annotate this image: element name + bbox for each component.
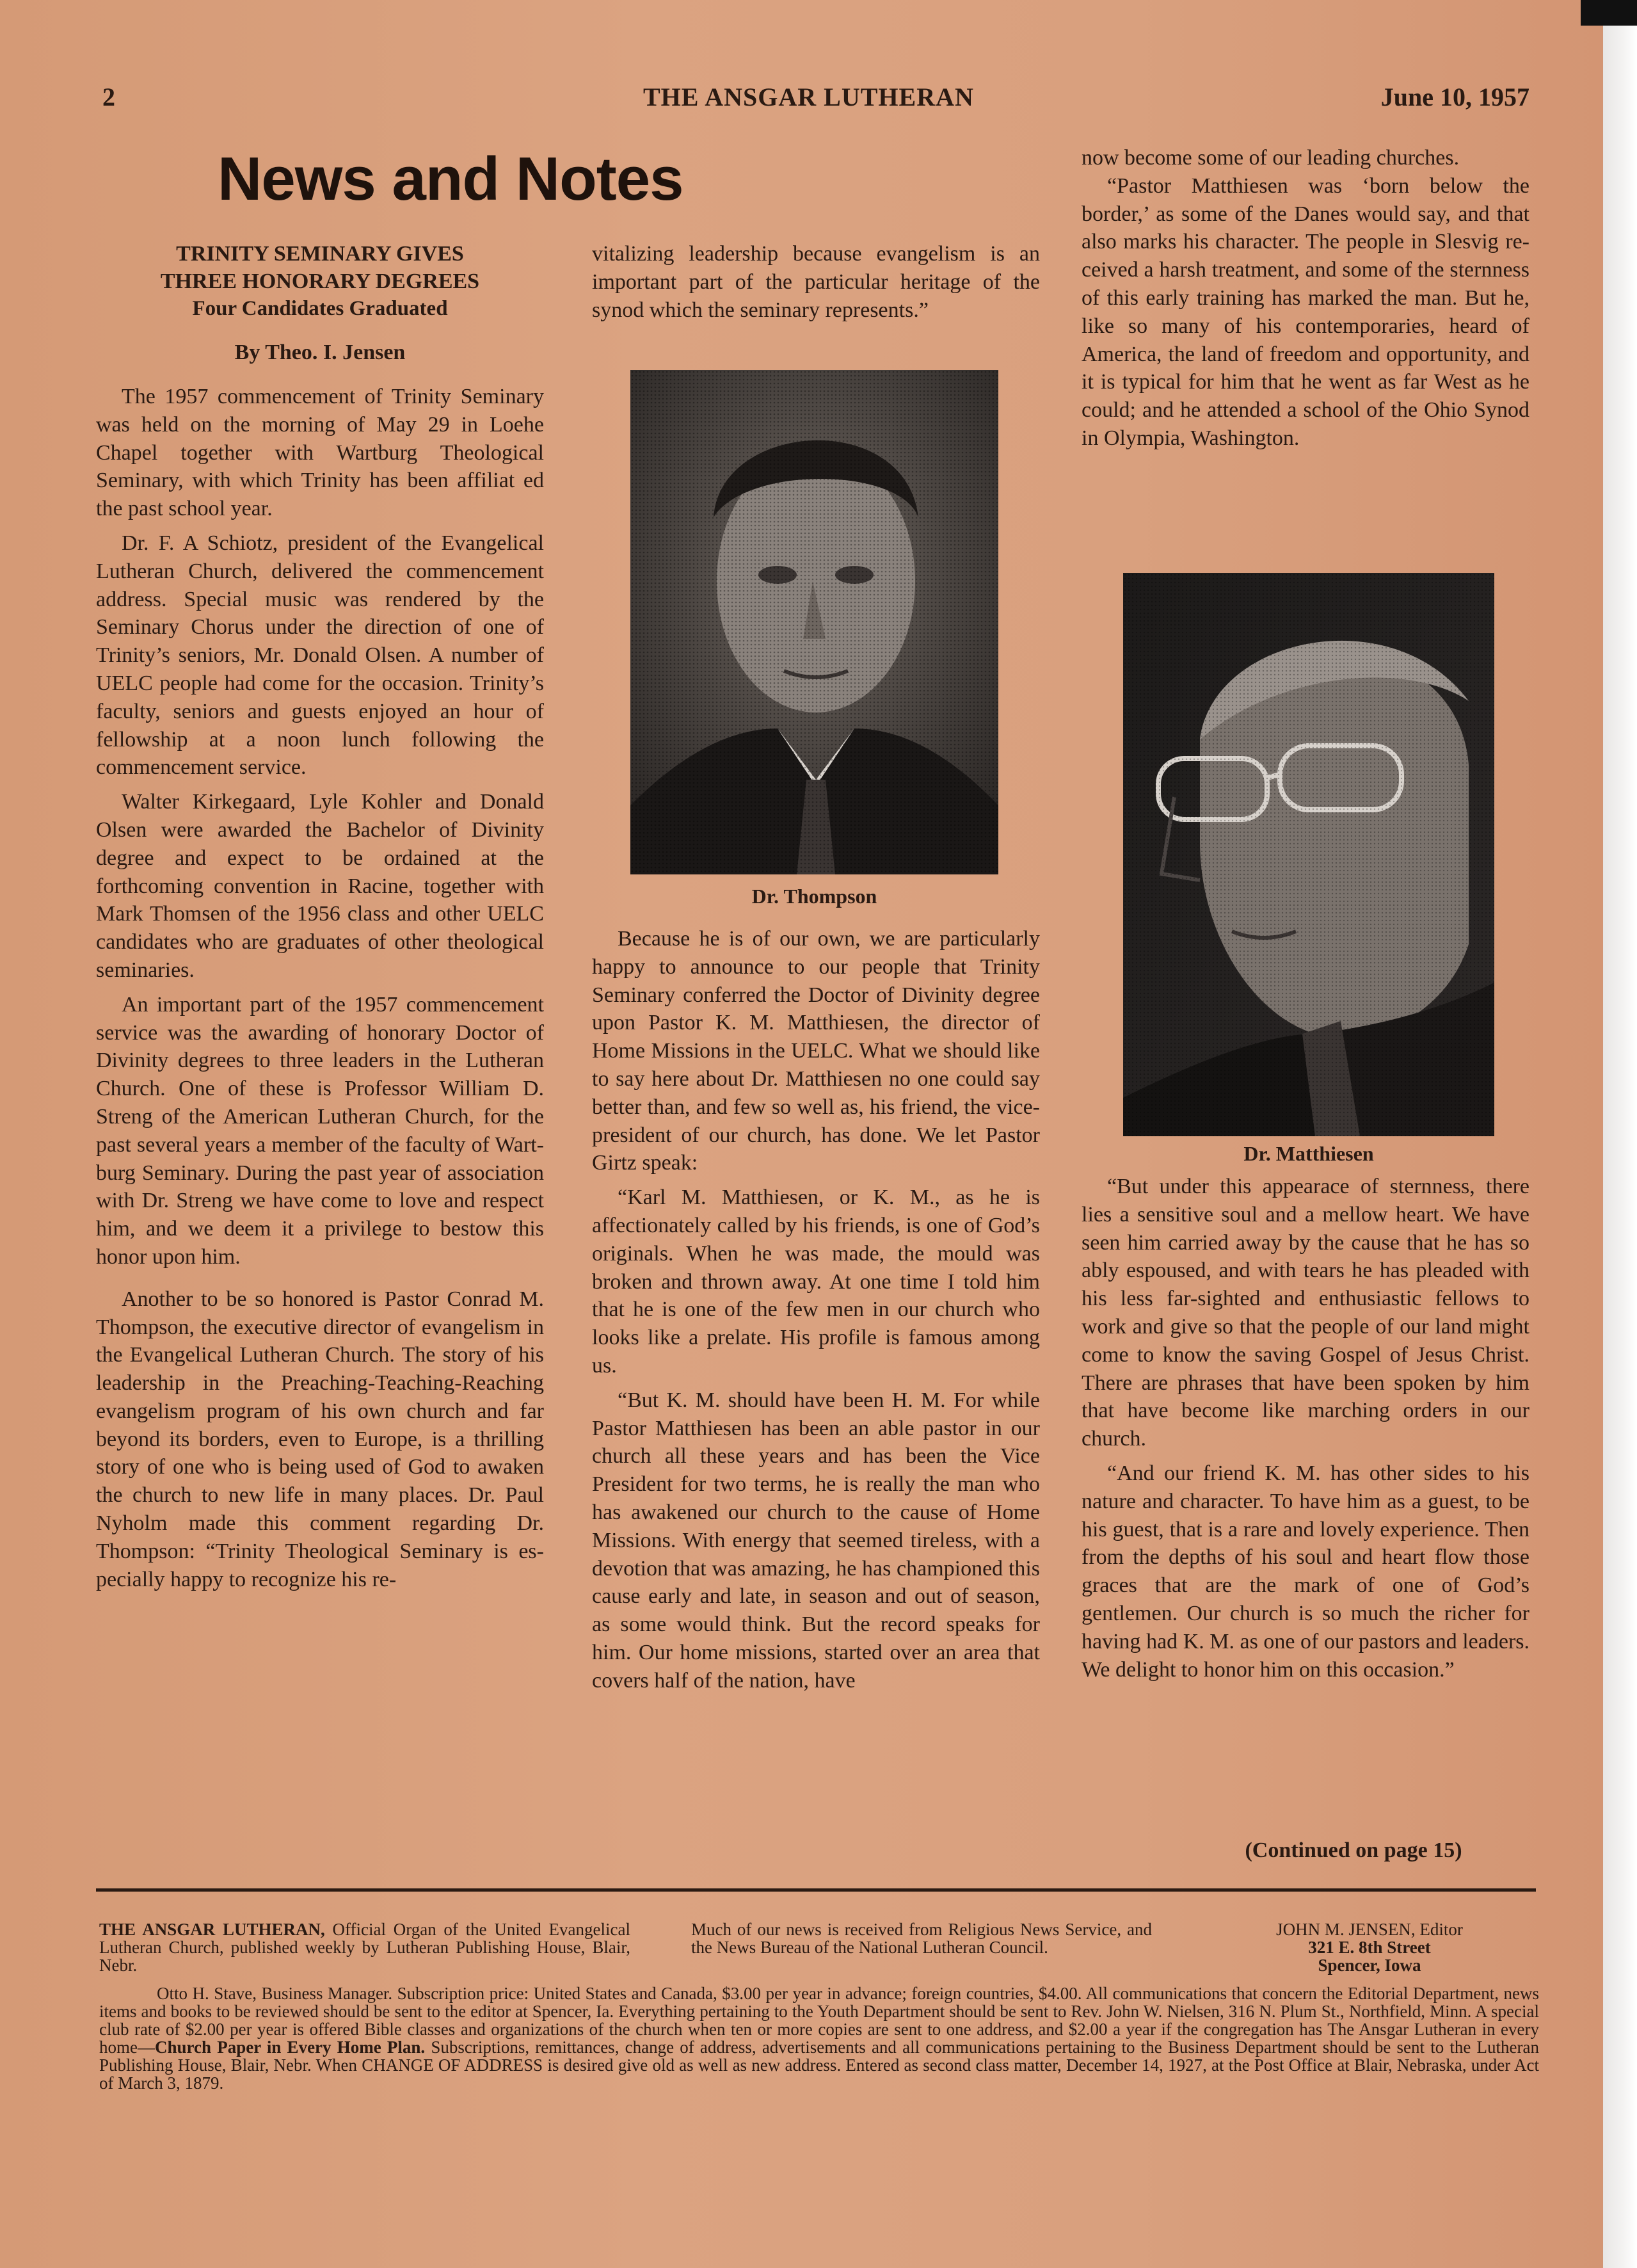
paragraph: “But K. M. should have been H. M. For while Pastor Matthiesen has been an able pastor in our church all these years and has been the Vice President for two terms, he is really the man who has awakened our church to the cause of Home Missions. With energy that seemed tireless, with a devotion that was amazing, he has championed this cause early and late, in season and out of season, as some would think. But the record speaks for him. Our home missions, started over an area that covers half of the nation, have [592,1388,1040,1693]
section-title: News and Notes [218,145,683,213]
continued-notice: (Continued on page 15) [1245,1838,1462,1862]
portrait-matthiesen-image [1123,573,1494,1136]
byline: By Theo. I. Jensen [234,341,406,364]
paragraph: vitalizing leadership because evangelism is an important part of the particular heritage of the synod which the seminary represents.” [592,242,1040,322]
subscription-fine-print [99,1984,1539,2092]
paragraph: An important part of the 1957 commencement service was the awarding of honorary Doctor of Divinity degrees to three leaders in the Lutheran Church. One of these is Professor William D. Streng of the American Lutheran Church, for the past several years a member of the faculty of Wartburg Seminary. During the past year of association with Dr. Streng we have come to love and respect him, and we deem it a privilege to bestow this honor upon him. [96,992,544,1269]
fine-print-bold: Church Paper in Every Home Plan. [155,2038,426,2057]
headline-line-1: TRINITY SEMINARY GIVES [176,242,464,266]
editor-address-1: 321 E. 8th Street [1308,1938,1431,1957]
headline-line-3: Four Candidates Graduated [192,297,448,320]
paragraph: “But under this appearace of sternness, there lies a sensitive soul and a mellow heart. We have seen him carried away by the cause that he has so ably espoused, and with tears he has pleaded with his less far-sighted and enthusiastic fellows to work and give so that the people of our land might come to know the saving Gospel of Jesus Christ. There are phrases that have been spoken by him that have become like marching orders in our church. [1082,1175,1529,1451]
publication-info [99,1920,630,1974]
masthead: THE ANSGAR LUTHERAN [643,83,974,111]
photo-dr-thompson [630,370,998,874]
paragraph: now become some of our leading churches. [1082,146,1460,170]
fine-print-2: Subscriptions, remittances, change of address, advertisements and all communications pertaining to the Business Department should be sent to the Lutheran Publishing House, Blair, Nebr. When CHANGE OF ADDRESS is desired give old as well as new address. Entered as second class matter, December 14, 1927, at the Post Office at Blair, Nebraska, under Act of March 3, 1879. [99,2038,1540,2093]
column-3 [1082,1173,1529,1684]
publication-text: Official Organ of the United Evangelical Lutheran Church, published weekly by Lutheran Publishing House, Blair, Nebr. [99,1920,630,1975]
publication-name: THE ANSGAR LUTHERAN, [99,1920,325,1939]
page-edge-background [1603,0,1637,2268]
news-source-info [691,1920,1152,1956]
headline-line-2: THREE HONORARY DEGREES [160,269,480,293]
article-headline [96,240,544,323]
fine-print-1: Otto H. Stave, Business Manager. Subscription price: United States and Canada, $3.00 per year in advance; foreign countries, $4.00. All communications that concern the Editorial Department, news items and books to be reviewed should be sent to the editor at Spencer, Ia. Everything pertaining to the Youth Department should be sent to Rev. John W. Nielsen, 316 N. Plum St., Northfield, Minn. A special club rate of $2.00 per year is offered Bible classes and organizations of the church when ten or more copies are sent to one address, and $2.00 a year if the congregation has The Ansgar Lutheran in every home— [99,1984,1539,2057]
paragraph: The 1957 commencement of Trinity Seminary was held on the morning of May 29 in Loehe Chapel together with Wartburg Theological Seminary, with which Trinity has been affiliat ed the past school year. [96,385,544,521]
paragraph: “Karl M. Matthiesen, or K. M., as he is affectionately called by his friends, is one of God’s originals. When he was made, the mould was broken and thrown away. At one time I told him that he is one of the few men in our church who looks like a prelate. His profile is famous among us. [592,1186,1040,1378]
photo-dr-matthiesen [1123,573,1494,1136]
editor-name: JOHN M. JENSEN, Editor [1276,1920,1463,1939]
column-2-top [592,240,1040,324]
paragraph: Dr. F. A Schiotz, president of the Evangelical Lutheran Church, delivered the commencement address. Special music was rendered by the Seminary Chorus under the direction of one of Trinity’s seniors, Mr. Donald Olsen. A number of UELC people had come for the occasion. Trinity’s faculty, seniors and guests enjoyed an hour of fellowship at a noon lunch following the commencement service. [96,531,544,780]
footer-divider [96,1888,1536,1892]
paragraph: Another to be so honored is Pastor Conrad M. Thompson, the executive director of evangelism in the Evangelical Lutheran Church. The story of his leadership in the Preaching-Teaching-Reaching evangelism program of his own church and far beyond its borders, even to Europe, is a thrilling story of one who is being used of God to awaken the church to new life in many places. Dr. Paul Nyholm made this comment regarding Dr. Thompson: “Trinity Theological Seminary is especially happy to recognize his re- [96,1287,544,1591]
editor-address-2: Spencer, Iowa [1318,1956,1421,1975]
news-source-text: Much of our news is received from Religious News Service, and the News Bureau of the National Lutheran Council. [691,1920,1152,1957]
issue-date: June 10, 1957 [1380,83,1529,111]
page-number: 2 [102,83,115,111]
paragraph: Because he is of our own, we are particularly happy to announce to our people that Trinity Seminary conferred the Doctor of Divinity degree upon Pastor K. M. Matthiesen, the director of Home Missions in the UELC. What we should like to say here about Dr. Matthiesen no one could say better than, and few so well as, his friend, the vice-president of our church, has done. We let Pastor Girtz speak: [592,927,1040,1175]
column-2 [592,925,1040,1695]
photo-caption-matthiesen: Dr. Matthiesen [1243,1142,1374,1165]
paragraph: Walter Kirkegaard, Lyle Kohler and Donald Olsen were awarded the Bachelor of Divinity degree and expect to be ordained at the forthcoming convention in Racine, together with Mark Thomsen of the 1956 class and other UELC candidates who are graduates of other theological seminaries. [96,790,544,982]
column-3-top [1082,144,1529,453]
page-header [102,82,1529,120]
portrait-thompson-image [630,370,998,874]
photo-caption-thompson: Dr. Thompson [751,885,877,908]
page-corner-shadow [1581,0,1637,26]
paragraph: “Pastor Matthiesen was ‘born below the border,’ as some of the Danes would say, and that also marks his character. The people in Slesvig received a harsh treatment, and some of the sternness of this early training has marked the man. But he, like so many of his contemporaries, heard of America, the land of freedom and opportunity, and it is typical for him that he went as far West as he could; and he attended a school of the Ohio Synod in Olympia, Washington. [1082,173,1529,450]
paragraph: “And our friend K. M. has other sides to his nature and character. To have him as a guest, to be his guest, that is a rare and lovely experience. Then from the depths of his soul and heart flow those graces that are the mark of one of God’s gentlemen. Our church is so much the richer for having had K. M. as one of our pastors and leaders. We delight to honor him on this occasion.” [1082,1461,1529,1682]
column-1 [96,383,544,1593]
editor-info [1203,1920,1536,1974]
